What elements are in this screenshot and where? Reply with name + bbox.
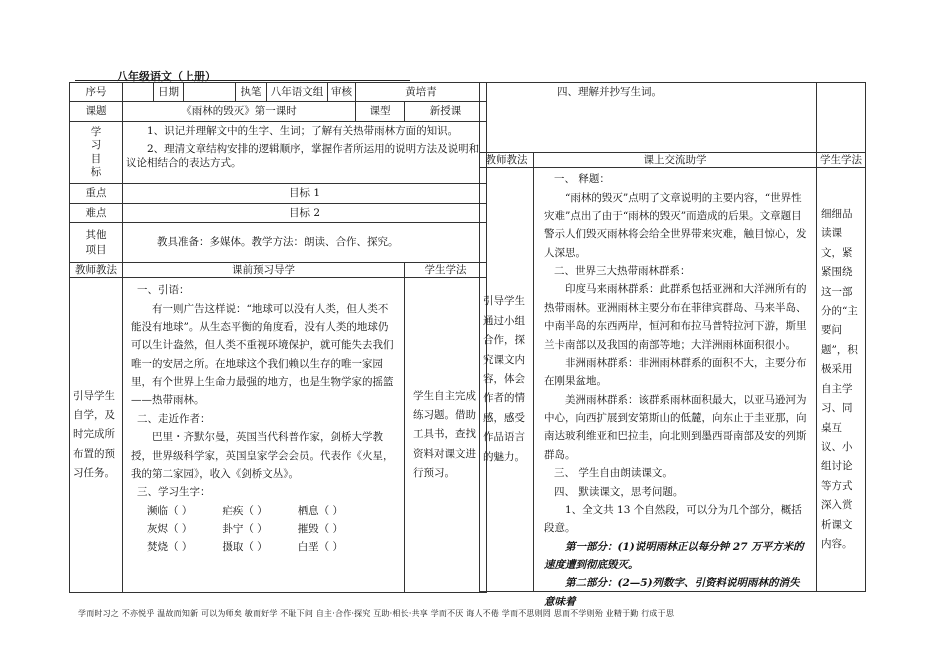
author-label: 执笔: [236, 83, 267, 102]
goals-content: [123, 122, 487, 184]
lesson-type-value: 新授课: [405, 102, 487, 122]
xuhao-label: 序号: [70, 83, 123, 102]
reviewer-value: 黄培青: [356, 83, 487, 102]
author-value: 八年语文组: [267, 83, 328, 102]
intro-paragraph: 有一则广告这样说：“地球可以没有人类，但人类不能没有地球”。从生态平衡的角度看，没有人类的地球仍可以生计盎然，但人类不重视环境保护，就可能失去我们唯一的安居之所。在地球这个我们赖以生存的唯一家园里，有个世界上生命力最强的地方，也是生物学家的摇篮——热带雨林。: [131, 302, 394, 407]
vocab-item: 摄取（ ）: [222, 541, 268, 554]
reviewer-label: 审核: [328, 83, 356, 102]
part-2-summary: 第二部分：(2—5)列数字、引资料说明雨林的消失意味着: [544, 577, 800, 608]
goals-label: 学习目标: [90, 126, 102, 178]
author-heading: 二、走近作者：: [137, 412, 211, 425]
key-point-value: 目标 1: [123, 184, 487, 204]
vocab-row: [131, 538, 398, 556]
goal-2: 2、理清文章结构安排的逻辑顺序，掌握作者所运用的说明方法及说明和议论相结合的表达方式。: [126, 143, 480, 170]
difficulty-label: 难点: [70, 204, 123, 223]
footer-mottos: 学而时习之 不亦悦乎 温故而知新 可以为师矣 敏而好学 不耻下问 自主·合作·探究 互助·相长·共享 学而不厌 诲人不倦 学而不思则罔 思而不学则殆 业精于勤 行成于思: [78, 609, 675, 618]
top-right-empty: [817, 83, 866, 153]
vocab-item: 焚烧（ ）: [147, 541, 193, 554]
vocab-item: 卦宁（ ）: [222, 523, 268, 536]
africa-paragraph: 非洲雨林群系：非洲雨林群系的面积不大，主要分布在刚果盆地。: [544, 356, 807, 388]
part-1-summary: 第一部分：(1)说明雨林正以每分钟 27 万平方米的速度遭到彻底毁灭。: [544, 540, 804, 572]
title-explain-heading: 一、 释题：: [554, 173, 610, 186]
other-items-value: 教具准备：多媒体。教学方法：朗读、合作、探究。: [123, 223, 487, 263]
vocab-item: 栖息（ ）: [297, 504, 344, 517]
title-explain-paragraph: “雨林的毁灭”点明了文章说明的主要内容，“世界性灾难”点出了由于“雨林的毁灭”而造成的后果。文章题目警示人们毁灭雨林将会给全世界带来灾难，触目惊心，发人深思。: [544, 191, 807, 259]
right-lesson-table: [479, 82, 866, 608]
topic-value: 《雨林的毁灭》第一课时: [123, 102, 356, 122]
col-preview-guide: 课前预习导学: [123, 263, 405, 278]
difficulty-value: 目标 2: [123, 204, 487, 223]
left-lesson-table: [69, 82, 487, 593]
rainforest-heading: 二、世界三大热带雨林群系：: [554, 265, 691, 278]
vocab-row: [131, 520, 398, 538]
goal-1: 1、识记并理解文中的生字、生词；了解有关热带雨林方面的知识。: [147, 125, 459, 137]
student-method-text-right: 细细品读课文，紧紧围绕这一部分的“主要问题”，积极采用自主学习、同桌互议、小组讨论等方式深入赏析课文内容。: [817, 168, 866, 592]
col-student-method-right: 学生学法: [817, 153, 866, 168]
teacher-method-text: 引导学生自学，及时完成所布置的预习任务。: [70, 278, 123, 593]
vocab-item: 灰烬（ ）: [147, 523, 193, 536]
author-paragraph: 巴里・齐默尔曼，英国当代科普作家，剑桥大学教授，世界级科学家，英国皇家学会会员。代表作《火星，我的第二家园》，收入《剑桥文丛》。: [131, 431, 394, 480]
vocab-item: 白垩（ ）: [297, 541, 344, 554]
lesson-type-label: 课型: [356, 102, 405, 122]
preview-guide-content: [123, 278, 405, 593]
class-exchange-content: [534, 168, 817, 608]
date-value: [184, 83, 236, 102]
key-point-label: 重点: [70, 184, 123, 204]
vocab-item: 疟疾（ ）: [222, 504, 268, 517]
america-paragraph: 美洲雨林群系：该群系雨林面积最大，以亚马逊河为中心，向西扩展到安第斯山的低麓，向东止于圭亚那，向南达玻利维亚和巴拉圭，向北则到墨西哥南部及安的列斯群岛。: [544, 393, 807, 461]
header-underline: [75, 80, 410, 81]
copy-words-task: 四、理解并抄写生词。: [480, 83, 817, 153]
date-label: 日期: [154, 83, 184, 102]
teacher-method-text-right: 引导学生通过小组合作，探究课文内容，体会作者的情感，感受作品语言的魅力。: [480, 168, 534, 592]
chars-heading: 三、学习生字：: [137, 486, 211, 499]
col-teacher-method-right: 教师教法: [480, 153, 534, 168]
xuhao-value: [123, 83, 154, 102]
col-student-method: 学生学法: [405, 263, 487, 278]
intro-heading: 一、引语：: [137, 284, 190, 297]
vocab-item: 摧毁（ ）: [297, 523, 344, 536]
page-header-title: 八年级语文（上册）: [117, 70, 216, 83]
topic-label: 课题: [70, 102, 123, 122]
question-1: 1、全文共 13 个自然段，可以分为几个部分，概括段意。: [544, 503, 802, 535]
vocab-item: 濒临（ ）: [147, 504, 193, 517]
read-aloud-heading: 三、 学生自由朗读课文。: [554, 467, 673, 480]
vocab-row: [131, 502, 398, 520]
student-method-text: 学生自主完成练习题。借助工具书，查找资料对课文进行预习。: [405, 278, 487, 593]
col-class-exchange: 课上交流助学: [534, 153, 817, 168]
col-teacher-method: 教师教法: [70, 263, 123, 278]
other-items-label: 其他项目: [85, 229, 107, 256]
indomalaya-paragraph: 印度马来雨林群系：此群系包括亚洲和大洋洲所有的热带雨林。亚洲雨林主要分布在菲律宾群岛、马来半岛、中南半岛的东西两岸，恒河和布拉马普特拉河下游，斯里兰卡南部以及我国的南部等地；大洋洲雨林面积很小。: [544, 283, 807, 351]
silent-read-heading: 四、 默读课文，思考问题。: [554, 485, 684, 498]
